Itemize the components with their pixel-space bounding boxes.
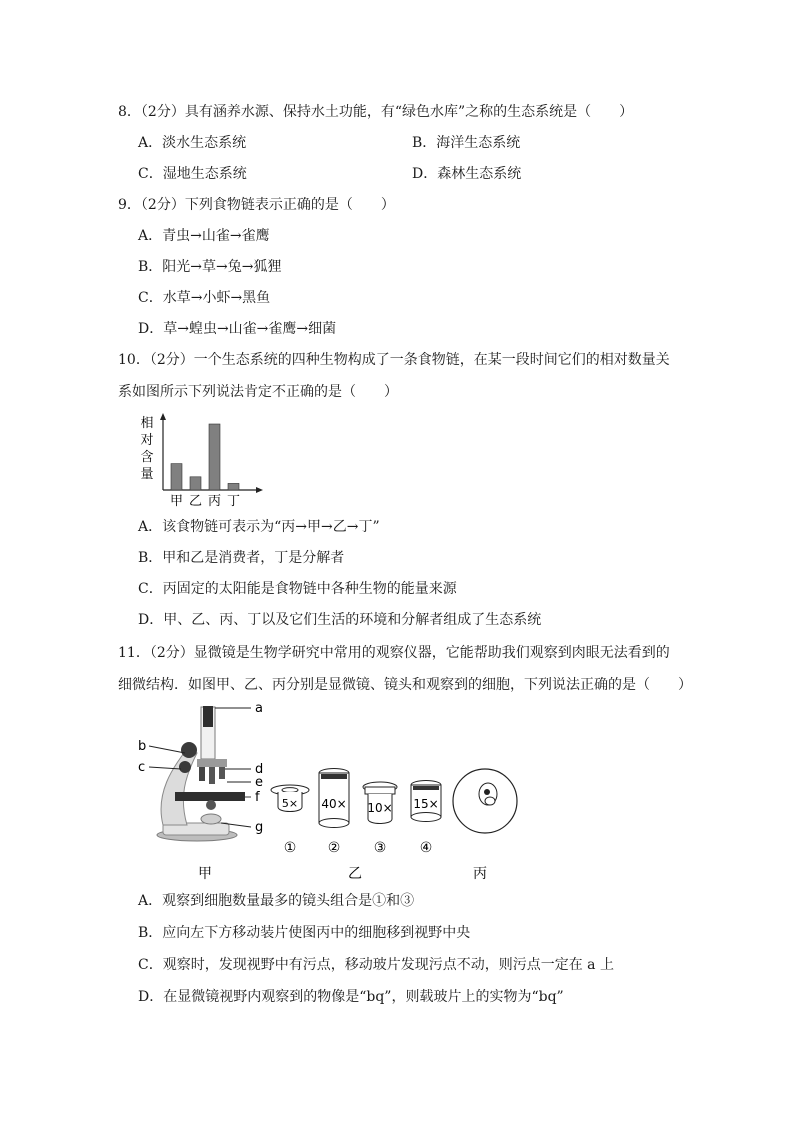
lens-4 xyxy=(411,781,441,822)
x-tick-label: 丁 xyxy=(226,494,241,508)
microscope-stage xyxy=(175,792,245,801)
x-axis-arrow xyxy=(256,487,263,493)
microscope-arm xyxy=(161,749,197,825)
caption-jia: 甲 xyxy=(198,866,212,882)
objective-lens xyxy=(199,767,205,781)
q10-option-a[interactable]: A．该食物链可表示为“丙→甲→乙→丁” xyxy=(138,519,380,535)
lens-4-magnification: 15× xyxy=(413,797,439,811)
relative-content-bar-chart xyxy=(135,410,270,508)
q10-stem-line2: 系如图所示下列说法肯定不正确的是（ ） xyxy=(118,384,398,400)
objective-lens xyxy=(219,767,225,779)
q9-stem: 9．（2分）下列食物链表示正确的是（ ） xyxy=(118,197,395,213)
lens-3-magnification: 10× xyxy=(367,801,393,815)
q8-option-d[interactable]: D．森林生态系统 xyxy=(412,166,522,182)
caption-bing: 丙 xyxy=(473,866,487,882)
lens-number-3: ③ xyxy=(373,840,387,856)
part-label-b: b xyxy=(138,739,147,754)
q10-option-b[interactable]: B．甲和乙是消费者，丁是分解者 xyxy=(138,550,345,566)
fine-adjustment-knob xyxy=(179,761,191,773)
q11-stem-line2: 细微结构．如图甲、乙、丙分别是显微镜、镜头和观察到的细胞，下列说法正确的是（ ） xyxy=(118,677,692,693)
field-of-view xyxy=(453,769,517,833)
diaphragm xyxy=(206,800,216,810)
caption-yi: 乙 xyxy=(348,866,362,882)
q9-option-d[interactable]: D．草→蝗虫→山雀→雀鹰→细菌 xyxy=(138,321,337,337)
figure-captions xyxy=(198,866,487,882)
q11-stem-line1: 11．（2分）显微镜是生物学研究中常用的观察仪器，它能帮助我们观察到肉眼无法看到的 xyxy=(118,645,670,661)
q11-option-b[interactable]: B．应向左下方移动装片使图丙中的细胞移到视野中央 xyxy=(138,925,471,941)
lens-number-1: ① xyxy=(283,840,297,856)
q10-stem-line1: 10．（2分）一个生态系统的四种生物构成了一条食物链，在某一段时间它们的相对数量关 xyxy=(118,352,670,368)
microscope-drawing xyxy=(157,706,245,841)
part-label-a: a xyxy=(255,701,263,716)
y-axis-label xyxy=(140,415,153,482)
lens-number-4: ④ xyxy=(419,840,433,856)
q10-option-d[interactable]: D．甲、乙、丙、丁以及它们生活的环境和分解者组成了生态系统 xyxy=(138,612,542,628)
bar-丙 xyxy=(209,424,220,490)
y-axis-arrow xyxy=(160,413,166,420)
q8-stem: 8．（2分）具有涵养水源、保持水土功能，有“绿色水库”之称的生态系统是（ ） xyxy=(118,104,634,120)
lens-2-magnification: 40× xyxy=(321,797,347,811)
lens-2 xyxy=(319,769,349,828)
lens-1-magnification: 5× xyxy=(281,797,299,810)
microscope-figure xyxy=(135,697,525,887)
part-label-d: d xyxy=(255,762,264,777)
q11-option-a[interactable]: A．观察到细胞数量最多的镜头组合是①和③ xyxy=(138,893,415,909)
q10-option-c[interactable]: C．丙固定的太阳能是食物链中各种生物的能量来源 xyxy=(138,581,457,597)
q8-option-a[interactable]: A．淡水生态系统 xyxy=(138,135,247,151)
objective-lens xyxy=(209,767,215,784)
lens-number-2: ② xyxy=(327,840,341,856)
y-axis-label-char: 量 xyxy=(140,467,154,482)
y-axis-label-char: 对 xyxy=(140,433,154,448)
lens-3 xyxy=(363,782,397,824)
q8-option-b[interactable]: B．海洋生态系统 xyxy=(412,135,521,151)
q9-option-c[interactable]: C．水草→小虾→黑鱼 xyxy=(138,290,271,306)
part-label-e: e xyxy=(255,775,263,790)
lens-1 xyxy=(271,785,309,812)
part-label-f: f xyxy=(255,790,260,805)
bar-丁 xyxy=(228,483,239,490)
bar-乙 xyxy=(190,477,201,490)
x-tick-label: 甲 xyxy=(169,494,184,508)
y-axis-label-char: 含 xyxy=(140,450,154,465)
q9-option-a[interactable]: A．青虫→山雀→雀鹰 xyxy=(138,228,270,244)
part-label-g: g xyxy=(255,820,264,835)
q11-option-c[interactable]: C．观察时，发现视野中有污点，移动玻片发现污点不动，则污点一定在 a 上 xyxy=(138,957,614,973)
q11-option-d[interactable]: D．在显微镜视野内观察到的物像是“bq”，则载玻片上的实物为“bq” xyxy=(138,989,564,1005)
part-label-c: c xyxy=(138,760,146,775)
bar-甲 xyxy=(171,464,182,490)
q9-option-b[interactable]: B．阳光→草→兔→狐狸 xyxy=(138,259,282,275)
nosepiece xyxy=(197,759,227,767)
x-tick-label: 丙 xyxy=(207,494,222,508)
reflector-mirror xyxy=(201,814,221,824)
coarse-adjustment-knob xyxy=(181,742,197,758)
eyepiece xyxy=(203,706,213,727)
q8-option-c[interactable]: C．湿地生态系统 xyxy=(138,166,247,182)
lens-numbers xyxy=(284,840,433,856)
x-tick-label: 乙 xyxy=(188,494,203,508)
y-axis-label-char: 相 xyxy=(140,416,154,431)
